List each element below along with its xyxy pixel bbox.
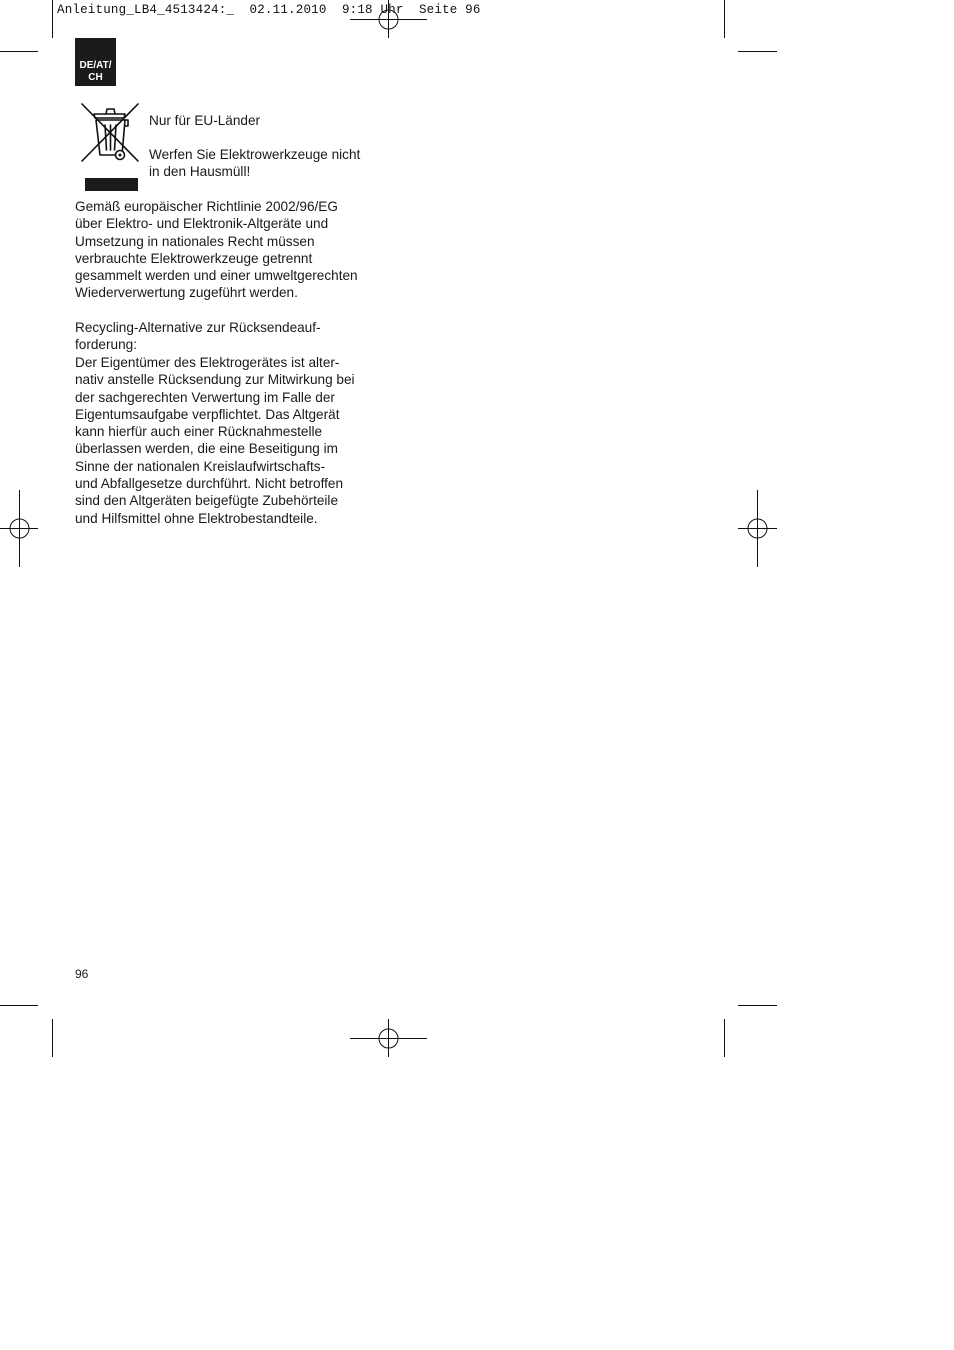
- warning-line: Werfen Sie Elektrowerkzeuge nicht: [149, 147, 361, 162]
- page-number: 96: [75, 967, 89, 981]
- registration-mark-left: [0, 490, 38, 567]
- paragraph-line: und Abfallgesetze durchführt. Nicht betroffen: [75, 476, 344, 492]
- heading-line: forderung:: [75, 337, 137, 353]
- registration-mark-right: [738, 490, 777, 567]
- crossed-out-wheelie-bin-icon: [78, 98, 144, 194]
- eu-only-note: [149, 112, 389, 129]
- printer-slug-line: Anleitung_LB4_4513424:_ 02.11.2010 9:18 Uhr Seite 96: [57, 3, 481, 17]
- paragraph-line: der sachgerechten Verwertung im Falle der: [75, 389, 335, 405]
- paragraph-line: gesammelt werden und einer umweltgerechten: [75, 268, 358, 284]
- household-waste-warning: [149, 146, 389, 181]
- heading-line: Recycling-Alternative zur Rücksendeauf-: [75, 320, 321, 335]
- paragraph-line: nativ anstelle Rücksendung zur Mitwirkung bei: [75, 372, 355, 388]
- paragraph-line: sind den Altgeräten beigefügte Zubehörteile: [75, 493, 339, 509]
- recycling-alternative-paragraph: [75, 354, 395, 527]
- paragraph-line: überlassen werden, die eine Beseitigung im: [75, 441, 338, 457]
- weee-black-bar: [85, 178, 138, 191]
- language-tab-line-1: DE/AT/: [79, 60, 112, 71]
- language-tab: [75, 38, 116, 86]
- recycling-alternative-heading: [75, 319, 395, 354]
- paragraph-line: verbrauchte Elektrowerkzeuge getrennt: [75, 250, 313, 266]
- directive-paragraph: [75, 198, 395, 302]
- registration-mark-bottom: [350, 1019, 427, 1057]
- paragraph-line: über Elektro- und Elektronik-Altgeräte und: [75, 216, 329, 232]
- paragraph-line: Wiederverwertung zugeführt werden.: [75, 285, 298, 301]
- language-tab-line-2: CH: [88, 72, 103, 83]
- paragraph-line: und Hilfsmittel ohne Elektrobestandteile.: [75, 510, 318, 526]
- paragraph-line: Der Eigentümer des Elektrogerätes ist alter-: [75, 355, 340, 370]
- paragraph-line: Gemäß europäischer Richtlinie 2002/96/EG: [75, 199, 338, 214]
- registration-mark-top: [350, 0, 427, 38]
- warning-line: in den Hausmüll!: [149, 164, 251, 180]
- eu-only-text: Nur für EU-Länder: [149, 113, 261, 128]
- paragraph-line: Sinne der nationalen Kreislaufwirtschafts-: [75, 458, 326, 474]
- paragraph-line: Umsetzung in nationales Recht müssen: [75, 233, 315, 249]
- paragraph-line: kann hierfür auch einer Rücknahmestelle: [75, 424, 323, 440]
- paragraph-line: Eigentumsaufgabe verpflichtet. Das Altgerät: [75, 406, 340, 422]
